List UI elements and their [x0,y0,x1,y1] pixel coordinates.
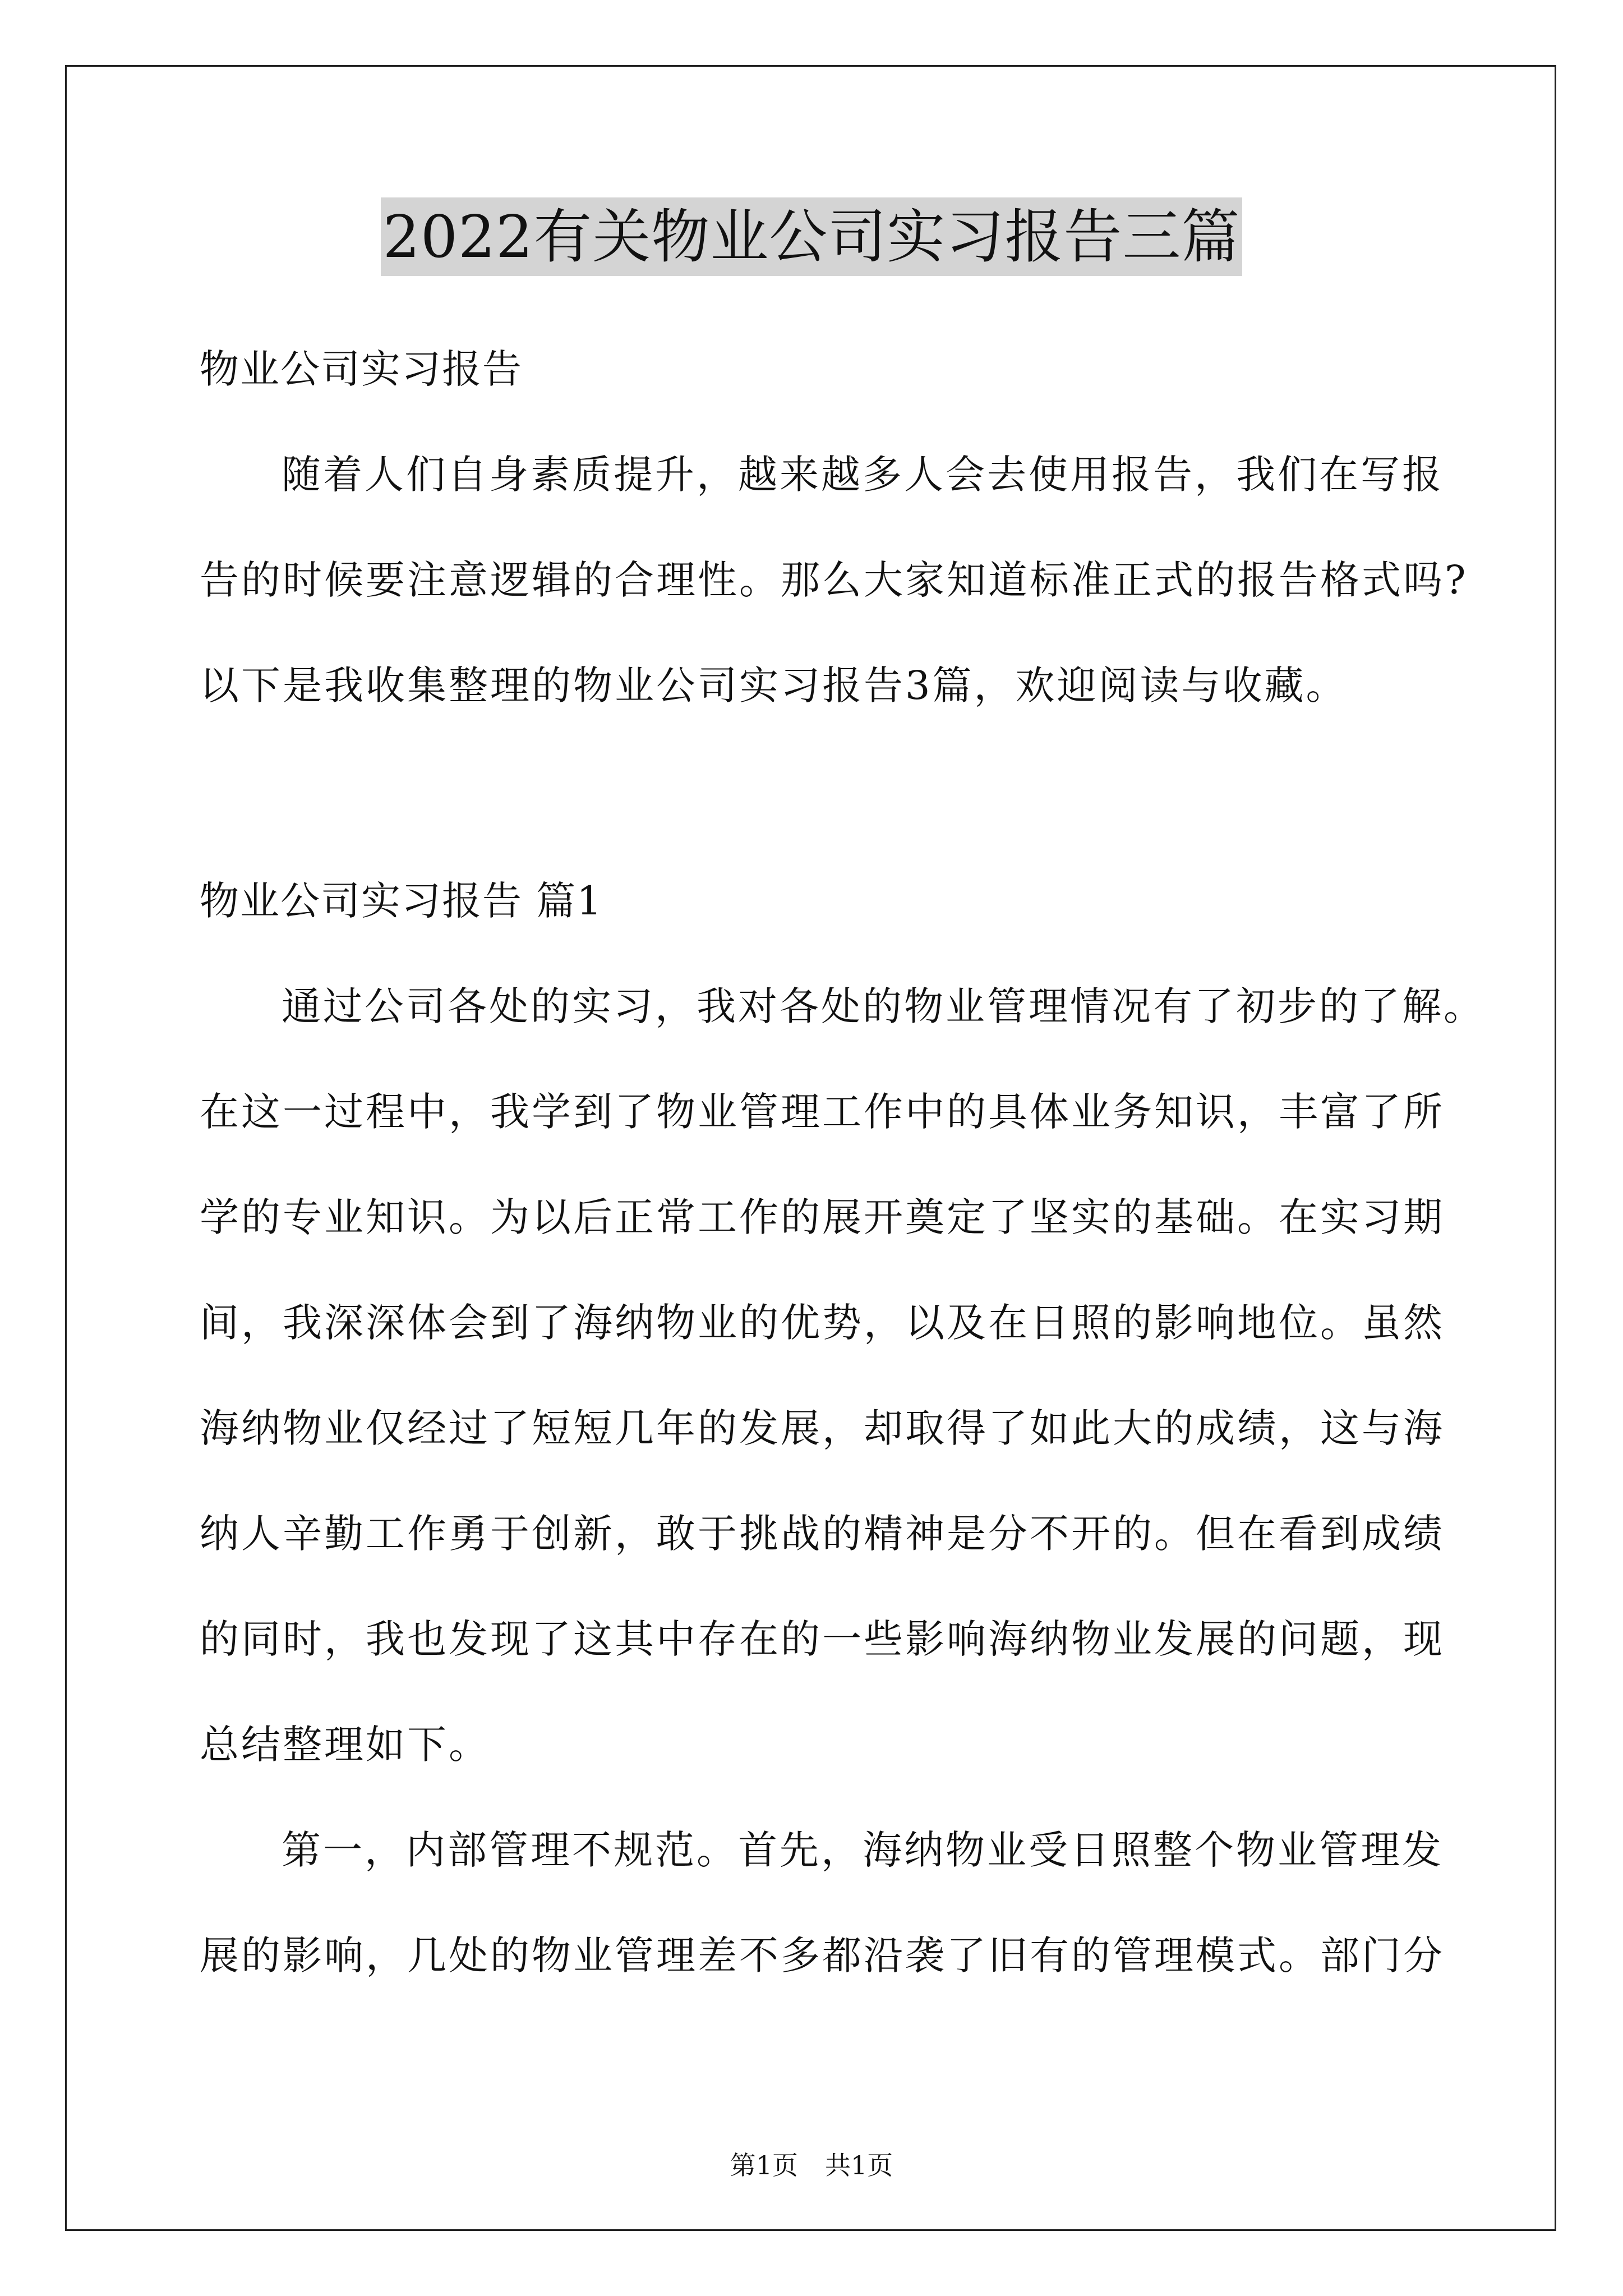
paragraph-line: 展的影响，几处的物业管理差不多都沿袭了旧有的管理模式。部门分 [200,1932,1445,1978]
paragraph-line: 在这一过程中，我学到了物业管理工作中的具体业务知识，丰富了所 [200,1089,1445,1135]
intro-line: 以下是我收集整理的物业公司实习报告3篇，欢迎阅读与收藏。 [200,662,1348,708]
page-footer [0,2148,1623,2182]
paragraph-line: 第一，内部管理不规范。首先，海纳物业受日照整个物业管理发 [282,1827,1444,1873]
section-heading: 物业公司实习报告 篇1 [200,878,603,924]
paragraph-line: 纳人辛勤工作勇于创新，敢于挑战的精神是分不开的。但在看到成绩 [200,1511,1445,1557]
paragraph-line: 海纳物业仅经过了短短几年的发展，却取得了如此大的成绩，这与海 [200,1405,1445,1451]
section-body [200,848,1485,2008]
page-total: 共1页 [825,2150,893,2180]
paragraph-line: 间，我深深体会到了海纳物业的优势，以及在日照的影响地位。虽然 [200,1300,1445,1346]
paragraph-line: 通过公司各处的实习，我对各处的物业管理情况有了初步的了解。 [282,983,1485,1029]
intro-heading: 物业公司实习报告 [200,346,523,392]
paragraph-line: 总结整理如下。 [200,1722,490,1768]
intro-line: 随着人们自身素质提升，越来越多人会去使用报告，我们在写报 [282,452,1444,498]
document-title: 2022有关物业公司实习报告三篇 [381,197,1243,276]
paragraph-line: 的同时，我也发现了这其中存在的一些影响海纳物业发展的问题，现 [200,1616,1445,1662]
document-body [200,316,1468,738]
paragraph-line: 学的专业知识。为以后正常工作的展开奠定了坚实的基础。在实习期 [200,1194,1445,1240]
intro-line: 告的时候要注意逻辑的合理性。那么大家知道标准正式的报告格式吗? [200,557,1468,603]
title-container [0,197,1623,276]
page-number: 第1页 [730,2150,798,2180]
